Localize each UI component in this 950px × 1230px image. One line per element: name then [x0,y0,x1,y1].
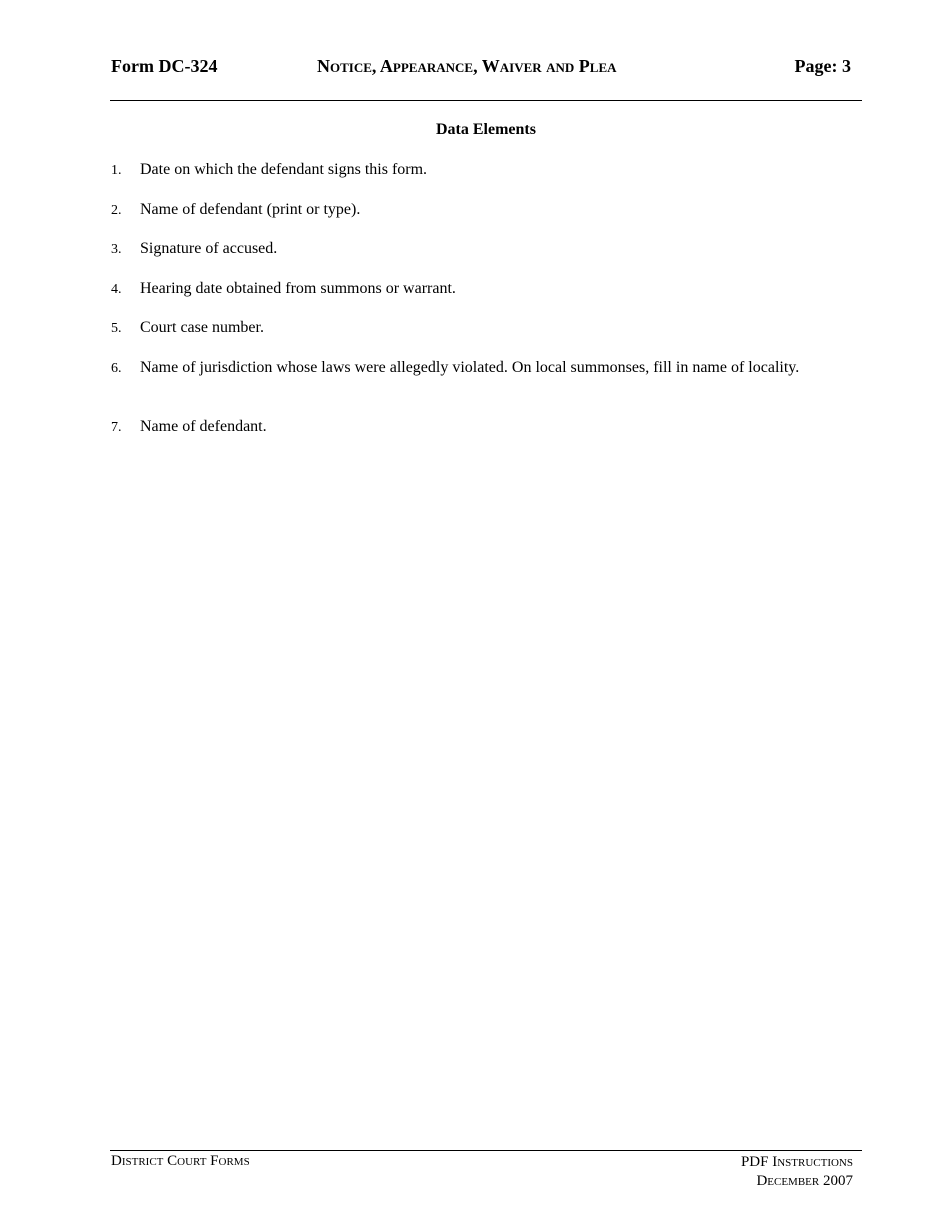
form-id: Form DC-324 [111,56,218,76]
item-text: Name of jurisdiction whose laws were allegedly violated. On local summonses, fill in name of locality. [140,358,800,376]
item-text: Court case number. [140,319,264,336]
item-number: 5. [111,321,122,336]
item-text: Name of defendant (print or type). [140,200,361,218]
list-item [111,239,871,259]
page-number: Page: 3 [794,56,851,76]
item-number: 6. [111,360,122,376]
header-divider [110,100,862,101]
data-elements-list [111,160,871,456]
item-text: Hearing date obtained from summons or warrant. [140,279,456,297]
footer-date-label: December 2007 [756,1173,853,1189]
footer-left-label: District Court Forms [111,1153,250,1169]
item-number: 7. [111,419,122,435]
list-item [111,417,871,437]
item-number: 4. [111,281,122,297]
item-text: Signature of accused. [140,240,278,257]
list-item [111,279,871,299]
list-item [111,358,871,378]
page-header [111,56,851,80]
item-text: Date on which the defendant signs this form. [140,161,428,178]
document-title: Notice, Appearance, Waiver and Plea [317,56,617,76]
section-heading: Data Elements [436,121,536,138]
item-number: 3. [111,242,122,257]
item-number: 2. [111,202,122,218]
footer-right-block [741,1153,853,1191]
footer-instructions-label: PDF Instructions [740,1154,853,1170]
footer-divider [110,1150,862,1151]
list-item [111,160,871,180]
list-item [111,200,871,220]
item-number: 1. [111,163,122,178]
list-item [111,318,871,338]
item-text: Name of defendant. [140,417,267,435]
